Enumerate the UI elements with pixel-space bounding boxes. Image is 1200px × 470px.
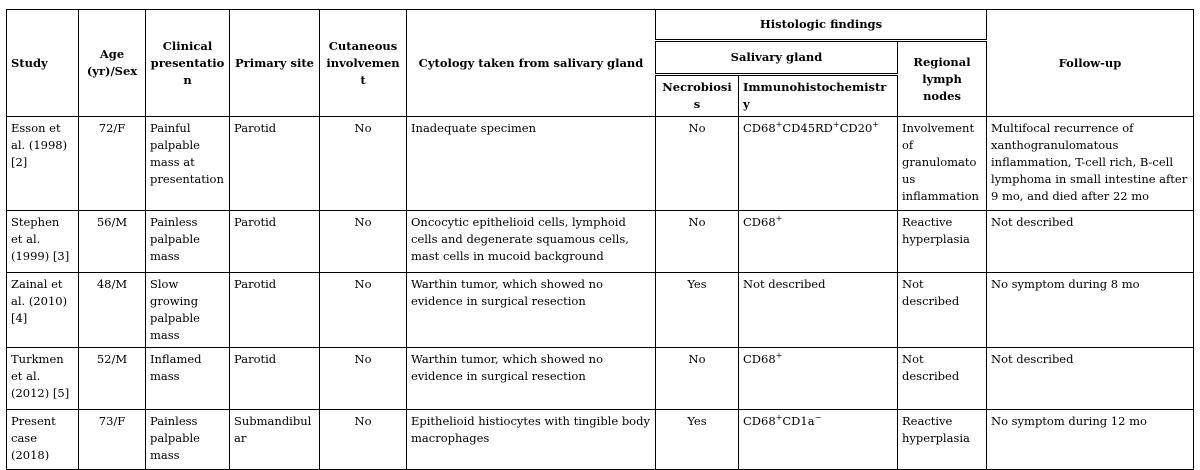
marker-sign: +: [775, 413, 783, 422]
cell-clinical-presentation: Painless palpable mass: [146, 410, 230, 470]
cell-age-sex: 72/F: [79, 117, 146, 211]
cell-study: Present case (2018): [7, 410, 79, 470]
cell-cutaneous-involvement: No: [320, 211, 407, 273]
cell-immunohistochemistry: [739, 348, 898, 410]
marker-sign: +: [775, 351, 783, 360]
table-row: [7, 117, 1194, 211]
cell-follow-up: Multifocal recurrence of xanthogranulomatous inflammation, T-cell rich, B-cell lymphoma in small intestine after 9 mo, and died after 22 mo: [987, 117, 1194, 211]
marker-name: CD68: [743, 215, 776, 229]
table-header: [7, 10, 1194, 117]
marker-sign: +: [775, 214, 783, 223]
table-row: [7, 348, 1194, 410]
cell-cutaneous-involvement: No: [320, 348, 407, 410]
cell-immunohistochemistry: [739, 211, 898, 273]
table-container: [6, 9, 1194, 470]
cell-primary-site: Parotid: [230, 348, 320, 410]
cell-immunohistochemistry: [739, 410, 898, 470]
cell-primary-site: Parotid: [230, 211, 320, 273]
cell-necrobiosis: No: [656, 211, 739, 273]
marker-name: CD45RD: [782, 121, 833, 135]
comparison-table: [6, 9, 1194, 470]
cell-follow-up: No symptom during 12 mo: [987, 410, 1194, 470]
cell-study: Esson et al. (1998) [2]: [7, 117, 79, 211]
header-necrobiosis: Necrobiosis: [656, 75, 739, 117]
cell-follow-up: Not described: [987, 211, 1194, 273]
cell-primary-site: Parotid: [230, 117, 320, 211]
cell-follow-up: Not described: [987, 348, 1194, 410]
header-follow-up: Follow-up: [987, 10, 1194, 117]
cell-clinical-presentation: Slow growing palpable mass: [146, 273, 230, 348]
cell-necrobiosis: No: [656, 348, 739, 410]
cell-cytology: Warthin tumor, which showed no evidence in surgical resection: [407, 273, 656, 348]
header-salivary-gland: Salivary gland: [656, 41, 898, 75]
cell-age-sex: 52/M: [79, 348, 146, 410]
marker-sign: +: [832, 120, 840, 129]
cell-study: Stephen et al. (1999) [3]: [7, 211, 79, 273]
header-histologic-findings: Histologic findings: [656, 10, 987, 41]
table-row: [7, 273, 1194, 348]
marker-name: CD68: [743, 414, 776, 428]
cell-regional-lymph-nodes: Involvement of granulomatous inflammation: [898, 117, 987, 211]
cell-clinical-presentation: Painful palpable mass at presentation: [146, 117, 230, 211]
header-cytology: Cytology taken from salivary gland: [407, 10, 656, 117]
cell-study: Zainal et al. (2010) [4]: [7, 273, 79, 348]
cell-regional-lymph-nodes: Not described: [898, 348, 987, 410]
cell-cutaneous-involvement: No: [320, 410, 407, 470]
header-cutaneous-involvement: Cutaneous involvement: [320, 10, 407, 117]
cell-cutaneous-involvement: No: [320, 273, 407, 348]
cell-necrobiosis: Yes: [656, 410, 739, 470]
cell-age-sex: 73/F: [79, 410, 146, 470]
cell-age-sex: 48/M: [79, 273, 146, 348]
cell-cytology: Warthin tumor, which showed no evidence in surgical resection: [407, 348, 656, 410]
cell-regional-lymph-nodes: Not described: [898, 273, 987, 348]
cell-study: Turkmen et al. (2012) [5]: [7, 348, 79, 410]
cell-follow-up: No symptom during 8 mo: [987, 273, 1194, 348]
marker-name: CD20: [839, 121, 873, 135]
cell-necrobiosis: No: [656, 117, 739, 211]
table-body: [7, 117, 1194, 470]
header-clinical-presentation: Clinical presentation: [146, 10, 230, 117]
marker-name: Not described: [743, 277, 826, 291]
cell-clinical-presentation: Inflamed mass: [146, 348, 230, 410]
header-immunohistochemistry: Immunohistochemistry: [739, 75, 898, 117]
marker-sign: −: [814, 413, 822, 422]
table-row: [7, 211, 1194, 273]
header-age-sex: Age (yr)/Sex: [79, 10, 146, 117]
cell-primary-site: Submandibular: [230, 410, 320, 470]
header-study: Study: [7, 10, 79, 117]
cell-primary-site: Parotid: [230, 273, 320, 348]
marker-name: CD68: [743, 121, 776, 135]
cell-regional-lymph-nodes: Reactive hyperplasia: [898, 410, 987, 470]
cell-immunohistochemistry: [739, 273, 898, 348]
cell-cutaneous-involvement: No: [320, 117, 407, 211]
marker-name: CD1a: [782, 414, 815, 428]
table-row: [7, 410, 1194, 470]
cell-regional-lymph-nodes: Reactive hyperplasia: [898, 211, 987, 273]
cell-age-sex: 56/M: [79, 211, 146, 273]
cell-cytology: Epithelioid histiocytes with tingible body macrophages: [407, 410, 656, 470]
cell-clinical-presentation: Painless palpable mass: [146, 211, 230, 273]
cell-immunohistochemistry: [739, 117, 898, 211]
header-regional-lymph-nodes: Regional lymph nodes: [898, 41, 987, 117]
marker-sign: +: [872, 120, 879, 129]
cell-cytology: Inadequate specimen: [407, 117, 656, 211]
cell-necrobiosis: Yes: [656, 273, 739, 348]
header-primary-site: Primary site: [230, 10, 320, 117]
marker-name: CD68: [743, 352, 776, 366]
marker-sign: +: [775, 120, 783, 129]
cell-cytology: Oncocytic epithelioid cells, lymphoid cells and degenerate squamous cells, mast cells in mucoid background: [407, 211, 656, 273]
